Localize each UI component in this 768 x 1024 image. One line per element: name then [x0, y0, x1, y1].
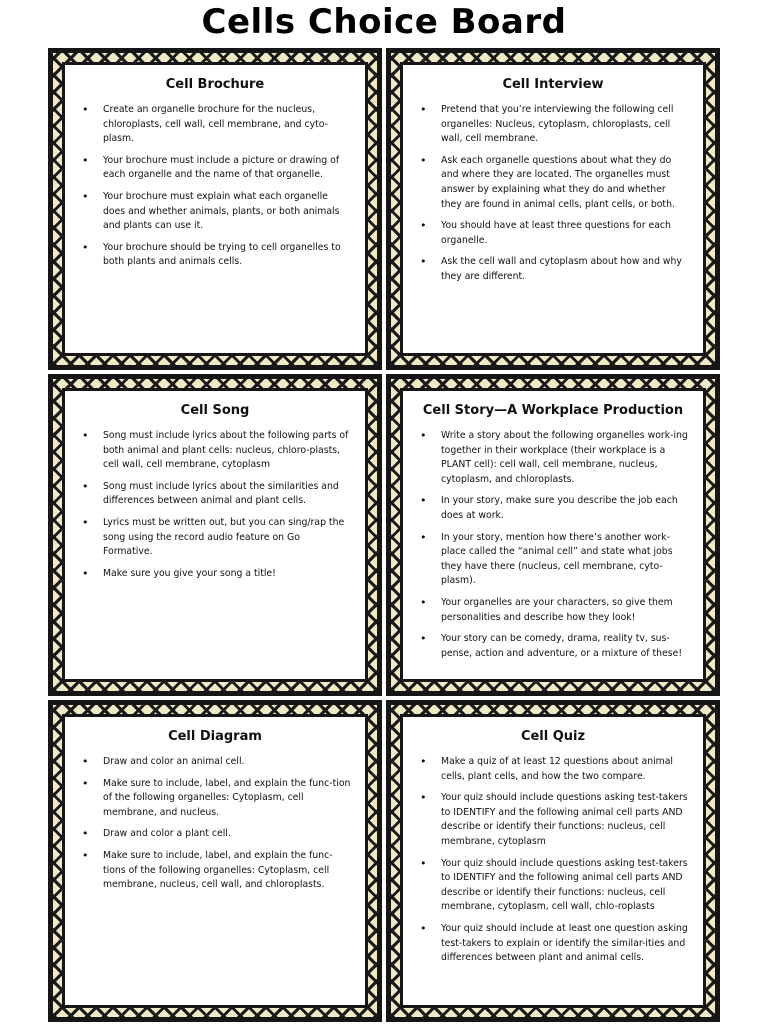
list-item: • In your story, mention how there’s another work-place called the “animal cell” and state what jobs they have there (nucleus, cell membrane, cyto-plasm).	[441, 531, 691, 589]
list-item: • Your organelles are your characters, so give them personalities and describe how they look!	[441, 596, 691, 625]
bullet-list	[415, 103, 691, 285]
list-item: • Make sure to include, label, and explain the func-tion of the following organelles: Cytoplasm, cell membrane, and nucleus.	[103, 777, 353, 821]
card-cell-interview	[386, 48, 720, 370]
card-title: Cell Quiz	[520, 729, 586, 744]
list-item: • In your story, make sure you describe the job each does at work.	[441, 494, 691, 523]
list-item: • Your story can be comedy, drama, reality tv, sus-pense, action and adventure, or a mixture of these!	[441, 632, 691, 661]
list-item: • Pretend that you’re interviewing the following cell organelles: Nucleus, cytoplasm, chloroplasts, cell wall, cell membrane.	[441, 103, 691, 147]
list-item: • Make sure you give your song a title!	[103, 567, 353, 582]
list-item: • Draw and color an animal cell.	[103, 755, 353, 770]
list-item: • Your brochure should be trying to cell organelles to both plants and animals cells.	[103, 241, 353, 270]
list-item: • Your brochure must include a picture or drawing of each organelle and the name of that organelle.	[103, 154, 353, 183]
list-item: • Ask each organelle questions about what they do and where they are located. The organelles must answer by explaining what they do and whether they are found in animal cells, plant cells, or both.	[441, 154, 691, 212]
card-cell-brochure	[48, 48, 382, 370]
list-item: • Lyrics must be written out, but you can sing/rap the song using the record audio feature on Go Formative.	[103, 516, 353, 560]
card-title: Cell Interview	[502, 77, 604, 92]
bullet-list	[77, 429, 353, 581]
list-item: • Song must include lyrics about the similarities and differences between animal and plant cells.	[103, 480, 353, 509]
card-title: Cell Song	[180, 403, 250, 418]
bullet-list	[77, 103, 353, 270]
card-title: Cell Story—A Workplace Production	[422, 403, 684, 418]
list-item: • Draw and color a plant cell.	[103, 827, 353, 842]
bullet-list	[415, 429, 691, 661]
list-item: • Write a story about the following organelles work-ing together in their workplace (their workplace is a PLANT cell): cell wall, cell membrane, nucleus, cytoplasm, and chloroplasts.	[441, 429, 691, 487]
page-title: Cells Choice Board	[201, 2, 567, 42]
list-item: • Create an organelle brochure for the nucleus, chloroplasts, cell wall, cell membrane, and cyto-plasm.	[103, 103, 353, 147]
list-item: • Your quiz should include at least one question asking test-takers to explain or identify the similar-ities and differences between plant and animal cells.	[441, 922, 691, 966]
card-cell-quiz	[386, 700, 720, 1022]
card-cell-diagram	[48, 700, 382, 1022]
list-item: • Your quiz should include questions asking test-takers to IDENTIFY and the following animal cell parts AND describe or identify their functions: nucleus, cell membrane, cytoplasm, cell wall, chlo-roplasts	[441, 857, 691, 915]
card-title: Cell Diagram	[168, 729, 262, 744]
list-item: • Your brochure must explain what each organelle does and whether animals, plants, or both animals and plants can use it.	[103, 190, 353, 234]
list-item: • Make sure to include, label, and explain the func-tions of the following organelles: Cytoplasm, cell membrane, nucleus, cell wall, and chloroplasts.	[103, 849, 353, 893]
card-cell-song	[48, 374, 382, 696]
list-item: • You should have at least three questions for each organelle.	[441, 219, 691, 248]
bullet-list	[415, 755, 691, 966]
list-item: • Your quiz should include questions asking test-takers to IDENTIFY and the following animal cell parts AND describe or identify their functions: nucleus, cell membrane, cytoplasm	[441, 791, 691, 849]
card-cell-story	[386, 374, 720, 696]
bullet-list	[77, 755, 353, 893]
list-item: • Song must include lyrics about the following parts of both animal and plant cells: nucleus, chloro-plasts, cell wall, cell membrane, cytoplasm	[103, 429, 353, 473]
list-item: • Ask the cell wall and cytoplasm about how and why they are different.	[441, 255, 691, 284]
list-item: • Make a quiz of at least 12 questions about animal cells, plant cells, and how the two compare.	[441, 755, 691, 784]
card-title: Cell Brochure	[165, 77, 265, 92]
